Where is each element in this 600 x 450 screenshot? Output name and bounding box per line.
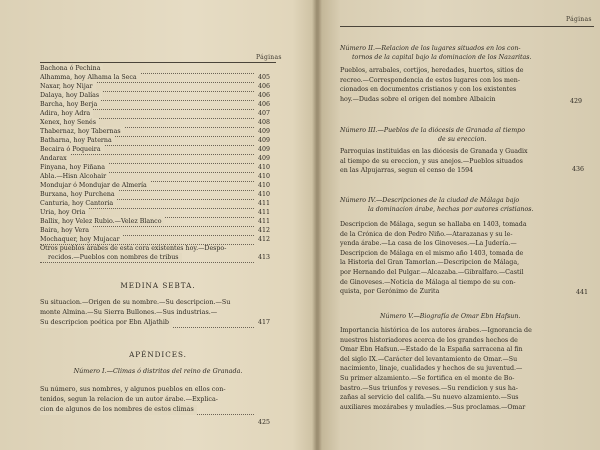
- body-text-line: la Historia del Gran Tamorlan.—Descripcion de Málaga,: [340, 259, 520, 267]
- toc-page-number: 407: [258, 110, 271, 117]
- toc-entry: Finyana, hoy Fiñana: [40, 163, 108, 172]
- toc-page-number: 425: [258, 419, 271, 426]
- right-page-header: Páginas: [566, 16, 592, 23]
- appendix-heading-numero-5: Número V.—Biografía de Omar Ebn Hafsun.: [380, 313, 521, 320]
- body-text-line: auxiliares mozárabes y muladíes.—Sus proclamas.—Omar: [340, 403, 526, 411]
- appendix-heading-numero-3-cont: de su ereccion.: [438, 136, 487, 143]
- toc-page-number: 412: [258, 227, 271, 234]
- toc-page-number: 411: [258, 200, 271, 207]
- toc-entry: Adira, hoy Adra: [40, 109, 93, 118]
- toc-page-number: 412: [258, 236, 271, 243]
- toc-entry: Becaira ó Poqueira: [40, 145, 104, 154]
- body-text-line: Su primer alzamiento.—Se fortifica en el monte de Bo-: [340, 375, 515, 382]
- toc-page-number: 406: [258, 92, 271, 99]
- toc-entry: Alhamma, hoy Alhama la Seca: [40, 73, 140, 82]
- toc-entry: Xenex, hoy Senés: [40, 118, 99, 127]
- body-text-line: en las Alpujarras, segun el censo de 1594: [340, 167, 474, 174]
- appendix-heading-numero-3: Número III.—Pueblos de la diócesis de Granada al tiempo: [340, 127, 525, 134]
- body-text-line: bastro.—Sus triunfos y reveses.—Su rendicion y sus ha-: [340, 384, 518, 392]
- body-text-line: Descripcion de Málaga en el mismo año 1403, tomada de: [340, 249, 524, 257]
- toc-entry: Abla.—Hisn Alcohair: [40, 172, 109, 181]
- appendix-page-number: 441: [576, 289, 589, 296]
- toc-page-number: 413: [258, 254, 271, 261]
- body-text-line: Descripcion de Málaga, segun se hallaba en 1403, tomada: [340, 221, 527, 228]
- body-text-line: del siglo IX.—Carácter del levantamiento de Omar.—Su: [340, 355, 518, 363]
- body-text-line: al tiempo de su ereccion, y sus anejos.—Pueblos situados: [340, 157, 523, 165]
- left-page-header: Páginas: [256, 54, 282, 61]
- toc-page-number: 408: [258, 119, 271, 126]
- toc-entry: Barcha, hoy Berja: [40, 100, 100, 109]
- body-text-line: nacimiento, linaje, cualidades y hechos de su juventud.—: [340, 365, 523, 373]
- appendix-heading-numero-2-cont: tornos de la capital bajo la dominacion de los Nazaritas.: [352, 54, 532, 61]
- toc-page-number: 410: [258, 164, 271, 171]
- body-text-line: de Ginoveses.—Noticia de Málaga al tiempo de su con-: [340, 278, 516, 286]
- toc-entry-otros-pueblos-line1: Otros pueblos árabes de esta cora existentes hoy.—Despo-: [40, 245, 227, 252]
- toc-entry: Ballix, hoy Velez Rubio.—Velez Blanco: [40, 217, 164, 226]
- toc-entry: Batharna, hoy Paterna: [40, 136, 115, 145]
- section-text-line: cion de algunos de los nombres de estos climas: [40, 405, 197, 415]
- toc-page-number: 417: [258, 319, 271, 326]
- appendix-page-number: 429: [570, 98, 583, 105]
- toc-page-number: 410: [258, 182, 271, 189]
- toc-page-number: 409: [258, 146, 271, 153]
- book-gutter: [312, 0, 322, 450]
- toc-entry: Canturia, hoy Cantoria: [40, 199, 116, 208]
- appendix-heading-numero-4: Número IV.—Descripciones de la ciudad de Málaga bajo: [340, 197, 520, 204]
- body-text-line: hoy.—Dudas sobre el origen del nombre Albaicin: [340, 95, 496, 103]
- toc-page-number: 411: [258, 218, 271, 225]
- toc-page-number: 406: [258, 83, 271, 90]
- body-text-line: Parroquias instituidas en las diócesis de Granada y Guadix: [340, 148, 528, 155]
- body-text-line: zañas al servicio del califa.—Su nuevo alzamiento.—Sus: [340, 394, 519, 402]
- toc-page-number: 409: [258, 137, 271, 144]
- appendix-heading-numero-2: Número II.—Relacion de los lugares situados en los con-: [340, 45, 521, 52]
- section-heading-apendices: APÉNDICES.: [129, 350, 187, 359]
- toc-entry: Dalaya, hoy Dalías: [40, 91, 102, 100]
- section-text-line: tenidos, segun la relacion de un autor árabe.—Explica-: [40, 395, 218, 403]
- toc-entry: Bachona ó Pechina: [40, 64, 103, 73]
- toc-entry: Andarax: [40, 154, 70, 163]
- body-text-line: Pueblos, arrabales, cortijos, heredades, huertos, sitios de: [340, 67, 524, 74]
- body-text-line: Omar Ebn Hafsun.—Estado de la España sarracena al fin: [340, 346, 523, 354]
- toc-page-number: 410: [258, 191, 271, 198]
- appendix-page-number: 436: [572, 166, 585, 173]
- body-text-line: yenda árabe.—La casa de los Ginoveses.—La Judería.—: [340, 240, 517, 248]
- header-rule: [340, 26, 594, 27]
- toc-page-number: 406: [258, 101, 271, 108]
- right-page: [318, 0, 600, 450]
- toc-page-number: 411: [258, 209, 271, 216]
- section-text-line: Su situacion.—Origen de su nombre.—Su descripcion.—Su: [40, 298, 231, 306]
- appendix-subheading: Número I.—Climas ó distritos del reino de Granada.: [73, 367, 243, 375]
- body-text-line: cionados en documentos cristianos y con los existentes: [340, 86, 517, 93]
- toc-entry: Naxar, hoy Nijar: [40, 82, 96, 91]
- header-rule: [40, 62, 276, 63]
- toc-page-number: 410: [258, 173, 271, 180]
- toc-entry: Thabernaz, hoy Tabernas: [40, 127, 124, 136]
- toc-entry: Mochaquer, hoy Mujacar: [40, 235, 123, 244]
- toc-entry: Burxana, hoy Purchena: [40, 190, 118, 199]
- toc-entry-otros-pueblos-line2: recidos.—Pueblos con nombres de tribus: [48, 253, 182, 262]
- appendix-heading-numero-4-cont: la dominacion árabe, hechas por autores cristianos.: [368, 206, 534, 213]
- toc-page-number: 409: [258, 155, 271, 162]
- toc-entry: Mondujar ó Mondujar de Almería: [40, 181, 150, 190]
- body-text-line: por Hernando del Pulgar.—Alcazaba.—Gibralfaro.—Castil: [340, 269, 524, 276]
- body-text-line: quista, por Gerónimo de Zurita: [340, 288, 440, 296]
- toc-entry: Uria, hoy Oria: [40, 208, 88, 217]
- section-text-line: Su número, sus nombres, y algunos pueblos en ellos con-: [40, 385, 226, 393]
- section-text-line: Su descripcion poética por Ebn Aljathib: [40, 318, 172, 328]
- body-text-line: de la Crónica de don Pedro Niño.—Atarazanas y su le-: [340, 230, 513, 238]
- toc-page-number: 409: [258, 128, 271, 135]
- section-text-line: monte Almina.—Su Sierra Bullones.—Sus industrias.—: [40, 308, 218, 316]
- body-text-line: recreo.—Correspondencia de estos lugares con los men-: [340, 76, 520, 84]
- body-text-line: nuestros historiadores acerca de los grandes hechos de: [340, 336, 518, 344]
- toc-page-number: 405: [258, 74, 271, 81]
- body-text-line: Importancia histórica de los autores árabes.—Ignorancia de: [340, 327, 532, 334]
- section-heading-medina-sebta: MEDINA SEBTA.: [120, 281, 196, 290]
- toc-entry: Baira, hoy Vera: [40, 226, 92, 235]
